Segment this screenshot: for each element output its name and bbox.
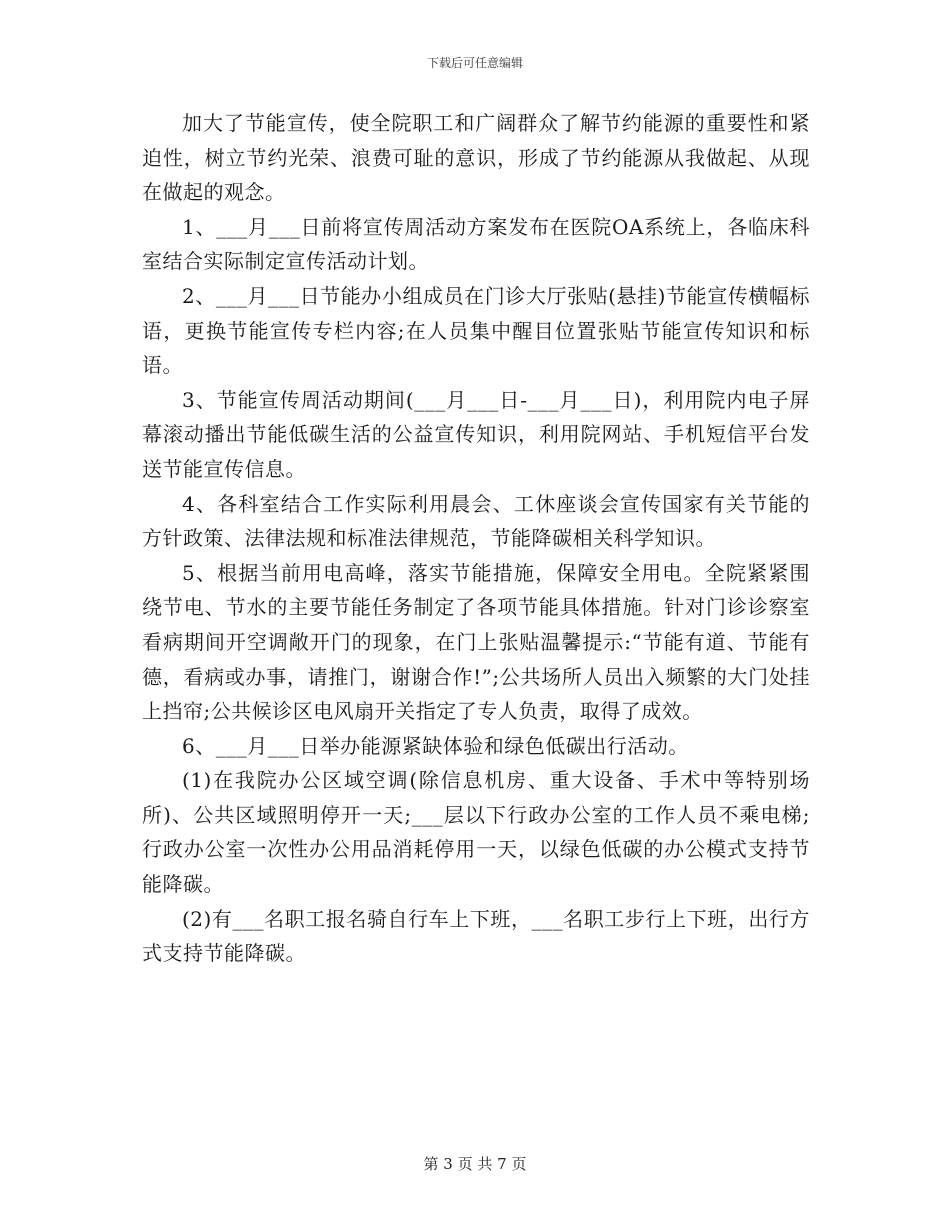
paragraph-item-2: 2、___月___日节能办小组成员在门诊大厅张贴(悬挂)节能宣传横幅标语，更换节能宣传专栏内容;在人员集中醒目位置张贴节能宣传知识和标语。 — [142, 283, 810, 378]
paragraph-intro: 加大了节能宣传，使全院职工和广阔群众了解节约能源的重要性和紧迫性，树立节约光荣、浪费可耻的意识，形成了节约能源从我做起、从现在做起的观念。 — [142, 111, 810, 205]
paragraph-item-5: 5、根据当前用电高峰，落实节能措施，保障安全用电。全院紧紧围绕节电、节水的主要节能任务制定了各项节能具体措施。针对门诊诊察室看病期间开空调敞开门的现象，在门上张贴温馨提示:“节能有道、节能有德，看病或办事，请推门，谢谢合作!”;公共场所人员出入频繁的大门处挂上挡帘;公共候诊区电风扇开关指定了专人负责，取得了成效。 — [142, 560, 810, 724]
page-footer: 第 3 页 共 7 页 — [423, 1155, 527, 1173]
paragraph-subitem-2: (2)有___名职工报名骑自行车上下班，___名职工步行上下班，出行方式支持节能降碳。 — [142, 906, 810, 966]
page-header: 下载后可任意编辑 — [426, 56, 523, 70]
paragraph-item-3: 3、节能宣传周活动期间(___月___日-___月___日)，利用院内电子屏幕滚动播出节能低碳生活的公益宣传知识，利用院网站、手机短信平台发送节能宣传信息。 — [142, 387, 810, 481]
paragraph-item-1: 1、___月___日前将宣传周活动方案发布在医院OA系统上，各临床科室结合实际制定宣传活动计划。 — [142, 214, 810, 274]
document-body — [142, 106, 810, 971]
paragraph-subitem-1: (1)在我院办公区域空调(除信息机房、重大设备、手术中等特别场所)、公共区域照明停开一天;___层以下行政办公室的工作人员不乘电梯;行政办公室一次性办公用品消耗停用一天，以绿色低碳的办公模式支持节能降碳。 — [142, 768, 810, 897]
paragraph-item-6: 6、___月___日举办能源紧缺体验和绿色低碳出行活动。 — [182, 733, 689, 758]
paragraph-item-4: 4、各科室结合工作实际利用晨会、工休座谈会宣传国家有关节能的方针政策、法律法规和标准法律规范，节能降碳相关科学知识。 — [142, 491, 810, 551]
